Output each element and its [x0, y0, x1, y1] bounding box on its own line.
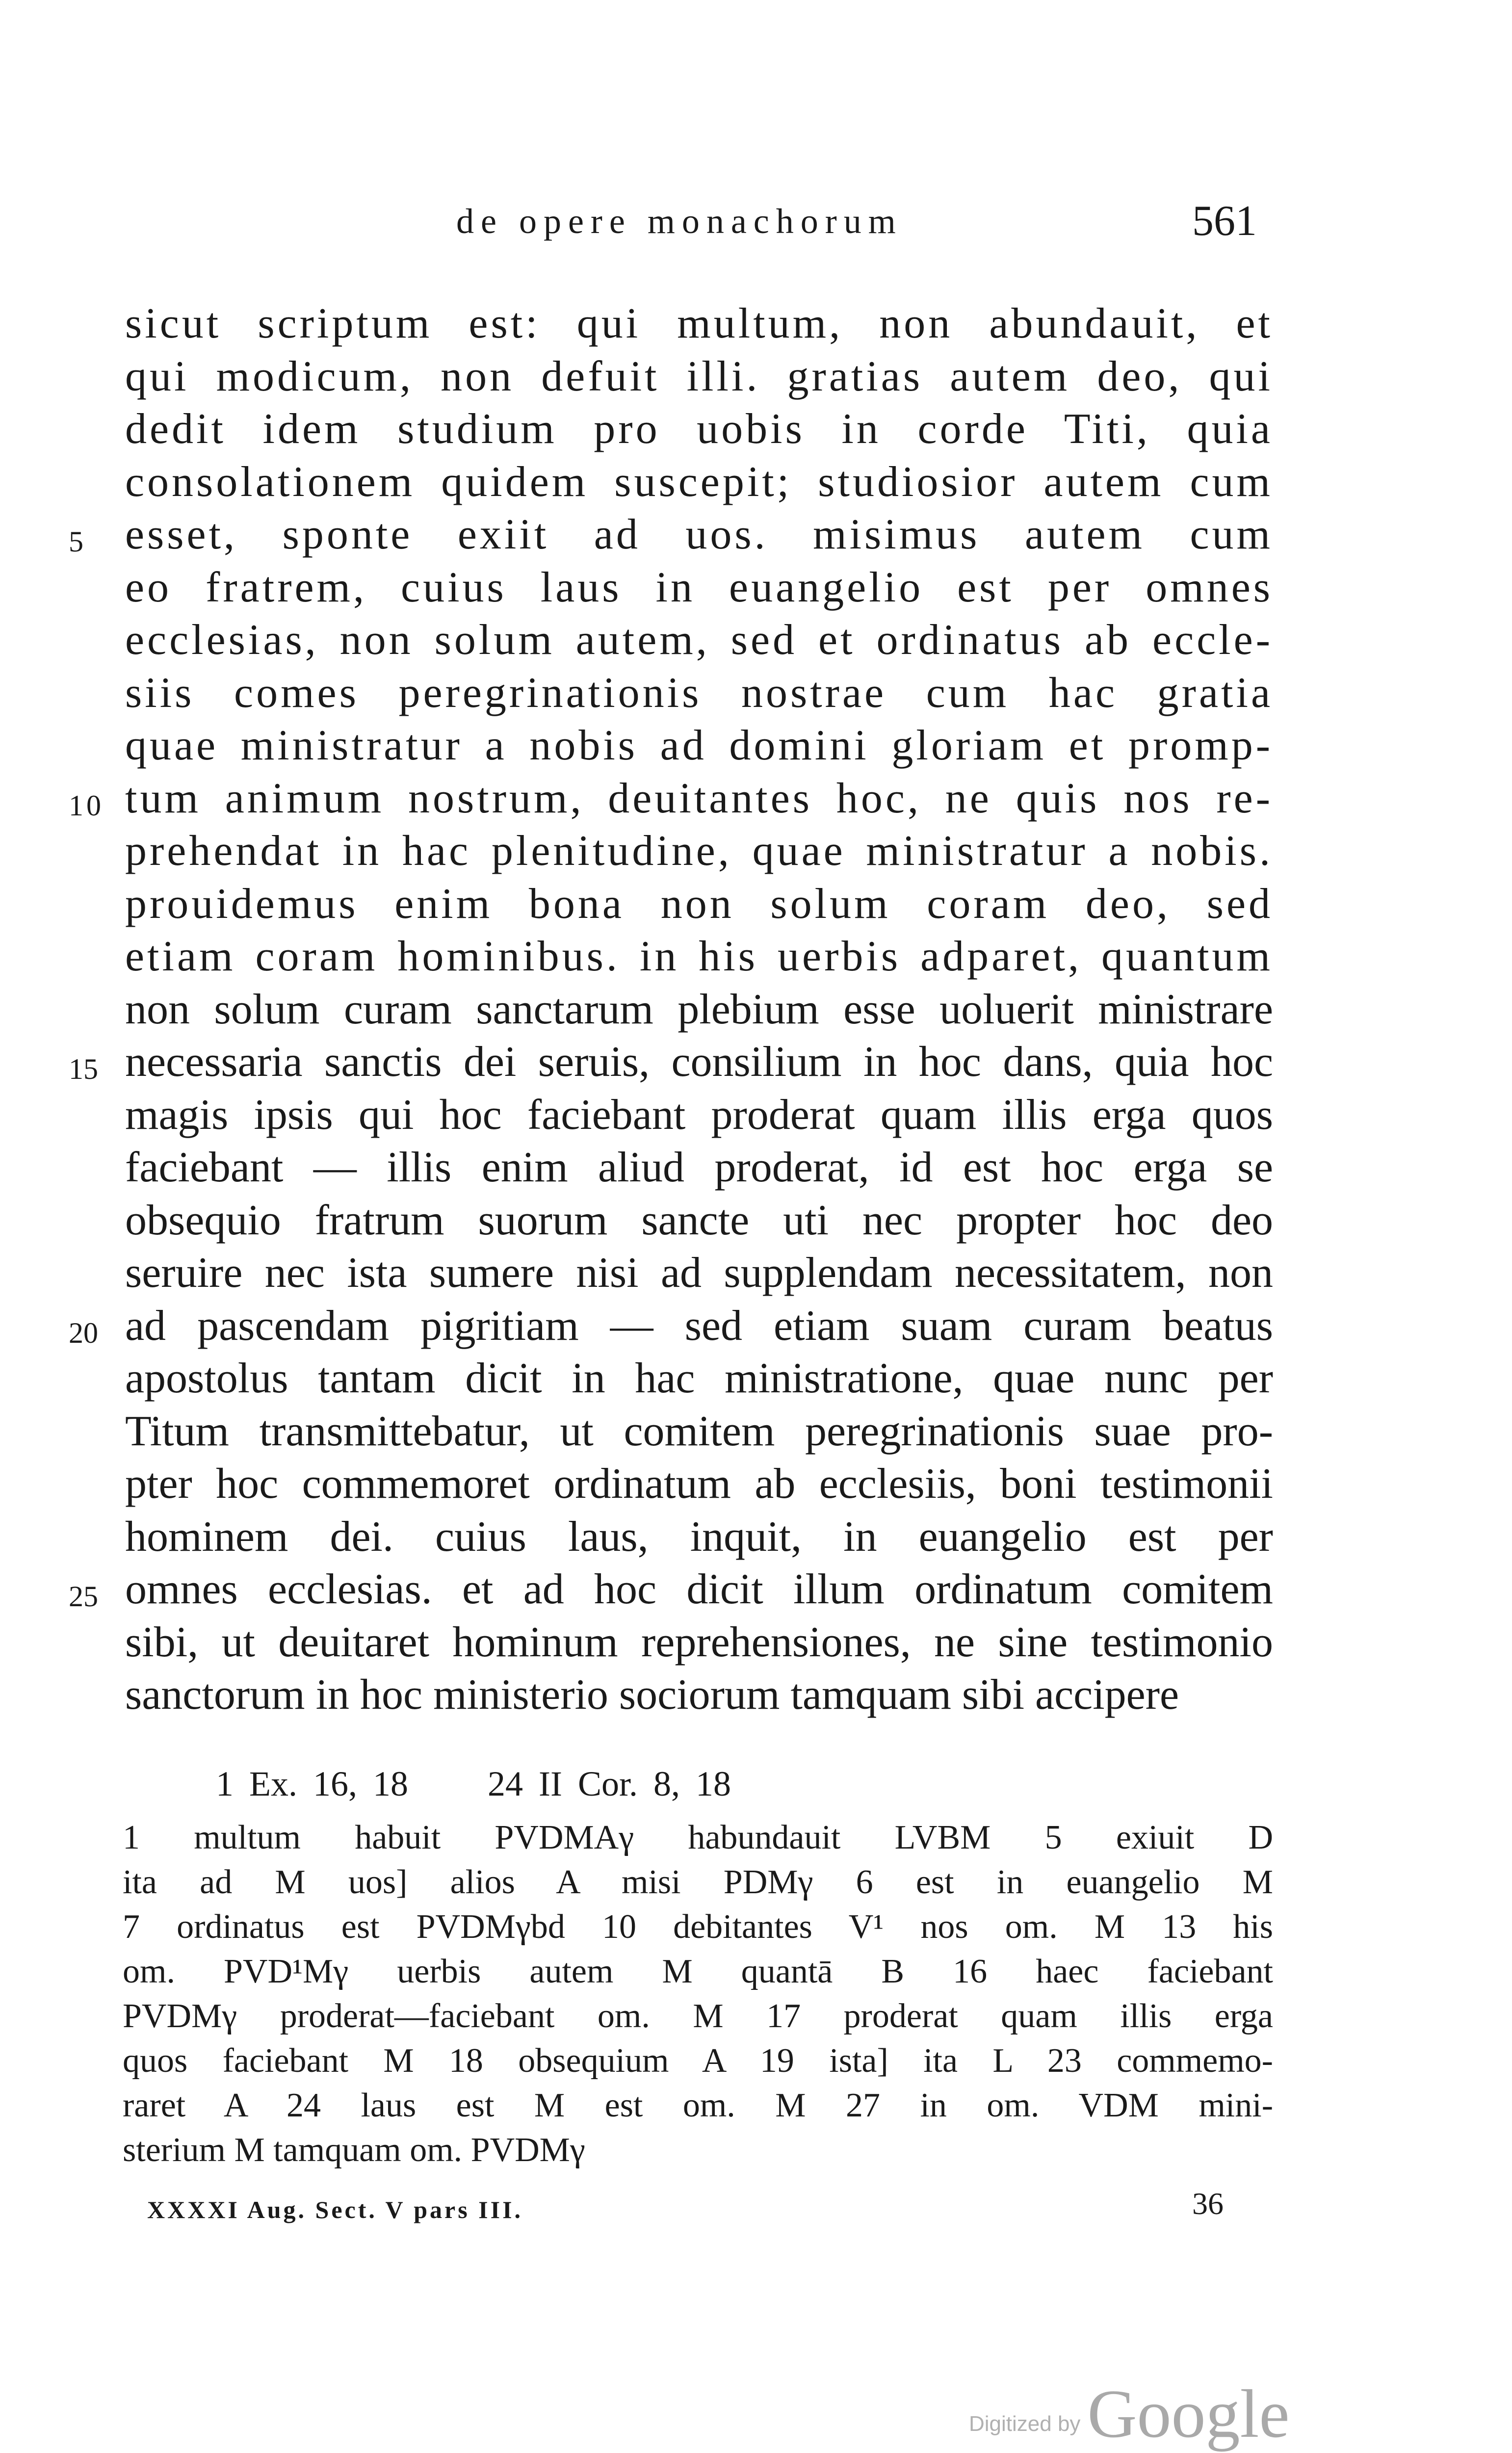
line-text: ecclesias, non solum autem, sed et ordinatus ab eccle- — [125, 616, 1273, 664]
line-text: prouidemus enim bona non solum coram deo, sed — [125, 880, 1273, 928]
text-line — [125, 1354, 1273, 1407]
line-number: 20 — [69, 1316, 98, 1349]
line-text: sicut scriptum est: qui multum, non abundauit, et — [125, 300, 1273, 347]
text-line — [125, 616, 1273, 669]
line-text: Titum transmittebatur, ut comitem peregrinationis suae pro- — [125, 1407, 1273, 1455]
apparatus-line: om. PVD¹Mγ uerbis autem M quantā B 16 haec faciebant — [123, 1953, 1273, 1990]
text-line — [125, 721, 1273, 774]
text-line — [69, 1302, 1273, 1355]
line-number: 10 — [69, 789, 104, 822]
critical-apparatus — [123, 1818, 1273, 2175]
apparatus-line: raret A 24 laus est M est om. M 27 in om. VDM mini- — [123, 2087, 1273, 2124]
line-text: pter hoc commemoret ordinatum ab ecclesiis, boni testimonii — [125, 1460, 1273, 1508]
main-text — [69, 299, 1273, 1723]
text-line — [125, 563, 1273, 616]
line-text: etiam coram hominibus. in his uerbis adparet, quantum — [125, 933, 1273, 980]
apparatus-line: ita ad M uos] alios A misi PDMγ 6 est in euangelio M — [123, 1863, 1273, 1901]
line-number: 5 — [69, 525, 86, 558]
line-text: consolationem quidem suscepit; studiosior autem cum — [125, 458, 1273, 506]
apparatus-line: sterium M tamquam om. PVDMγ — [123, 2131, 585, 2169]
text-line — [125, 1460, 1273, 1513]
text-line — [125, 1196, 1273, 1249]
line-text: esset, sponte exiit ad uos. misimus autem cum — [125, 511, 1273, 558]
page-number: 561 — [1192, 197, 1257, 245]
apparatus-line: PVDMγ proderat—faciebant om. M 17 proderat quam illis erga — [123, 1997, 1273, 2035]
text-line — [69, 1565, 1273, 1618]
signature-mark: XXXXI Aug. Sect. V pars III. — [147, 2196, 523, 2223]
text-line — [69, 1038, 1273, 1091]
text-line — [125, 1670, 1273, 1723]
text-line — [125, 299, 1273, 352]
text-line — [125, 458, 1273, 511]
line-text: qui modicum, non defuit illi. gratias autem deo, qui — [125, 352, 1273, 400]
reference-item: 24 II Cor. 8, 18 — [487, 1764, 731, 1803]
line-text: magis ipsis qui hoc faciebant proderat quam illis erga quos — [125, 1091, 1273, 1139]
line-number: 15 — [69, 1053, 98, 1085]
text-line — [125, 932, 1273, 985]
line-text: ad pascendam pigritiam — sed etiam suam curam beatus — [125, 1302, 1273, 1350]
line-text: sibi, ut deuitaret hominum reprehensiones, ne sine testimonio — [125, 1618, 1273, 1666]
text-line — [125, 1091, 1273, 1144]
line-text: seruire nec ista sumere nisi ad supplendam necessitatem, non — [125, 1249, 1273, 1297]
watermark-text: Digitized by — [969, 2412, 1081, 2436]
text-line — [125, 880, 1273, 933]
text-line — [125, 985, 1273, 1038]
running-head: de opere monachorum — [456, 202, 903, 241]
line-text: sanctorum in hoc ministerio sociorum tamquam sibi accipere — [125, 1671, 1179, 1719]
reference-item: 1 Ex. 16, 18 — [216, 1764, 408, 1803]
line-text: obsequio fratrum suorum sancte uti nec propter hoc deo — [125, 1196, 1273, 1244]
apparatus-line: 1 multum habuit PVDMAγ habundauit LVBM 5 exiuit D — [123, 1819, 1273, 1856]
text-line — [125, 352, 1273, 405]
text-line — [69, 510, 1273, 563]
line-text: prehendat in hac plenitudine, quae ministratur a nobis. — [125, 827, 1273, 875]
text-line — [125, 1618, 1273, 1671]
line-text: tum animum nostrum, deuitantes hoc, ne quis nos re- — [125, 774, 1273, 822]
text-line — [125, 1513, 1273, 1566]
text-line — [125, 1407, 1273, 1460]
line-text: quae ministratur a nobis ad domini gloriam et promp- — [125, 722, 1273, 769]
digitized-watermark — [969, 2375, 1290, 2453]
line-text: siis comes peregrinationis nostrae cum hac gratia — [125, 669, 1273, 717]
google-logo: Google — [1087, 2376, 1290, 2452]
signature-number: 36 — [1192, 2186, 1224, 2221]
apparatus-line: quos faciebant M 18 obsequium A 19 ista] ita L 23 commemo- — [123, 2042, 1273, 2080]
text-line — [125, 827, 1273, 880]
text-line — [69, 774, 1273, 827]
text-line — [125, 1249, 1273, 1302]
text-line — [125, 405, 1273, 458]
line-number: 25 — [69, 1580, 98, 1613]
text-line — [125, 1143, 1273, 1196]
line-text: faciebant — illis enim aliud proderat, id est hoc erga se — [125, 1144, 1273, 1191]
line-text: apostolus tantam dicit in hac ministratione, quae nunc per — [125, 1355, 1273, 1402]
line-text: eo fratrem, cuius laus in euangelio est per omnes — [125, 563, 1273, 611]
text-line — [125, 669, 1273, 722]
line-text: omnes ecclesias. et ad hoc dicit illum ordinatum comitem — [125, 1566, 1273, 1613]
apparatus-line: 7 ordinatus est PVDMγbd 10 debitantes V¹ nos om. M 13 his — [123, 1908, 1273, 1946]
line-text: non solum curam sanctarum plebium esse uoluerit ministrare — [125, 985, 1273, 1033]
line-text: hominem dei. cuius laus, inquit, in euangelio est per — [125, 1513, 1273, 1561]
line-text: dedit idem studium pro uobis in corde Titi, quia — [125, 405, 1273, 453]
source-references — [216, 1764, 795, 1804]
line-text: necessaria sanctis dei seruis, consilium in hoc dans, quia hoc — [125, 1038, 1273, 1086]
